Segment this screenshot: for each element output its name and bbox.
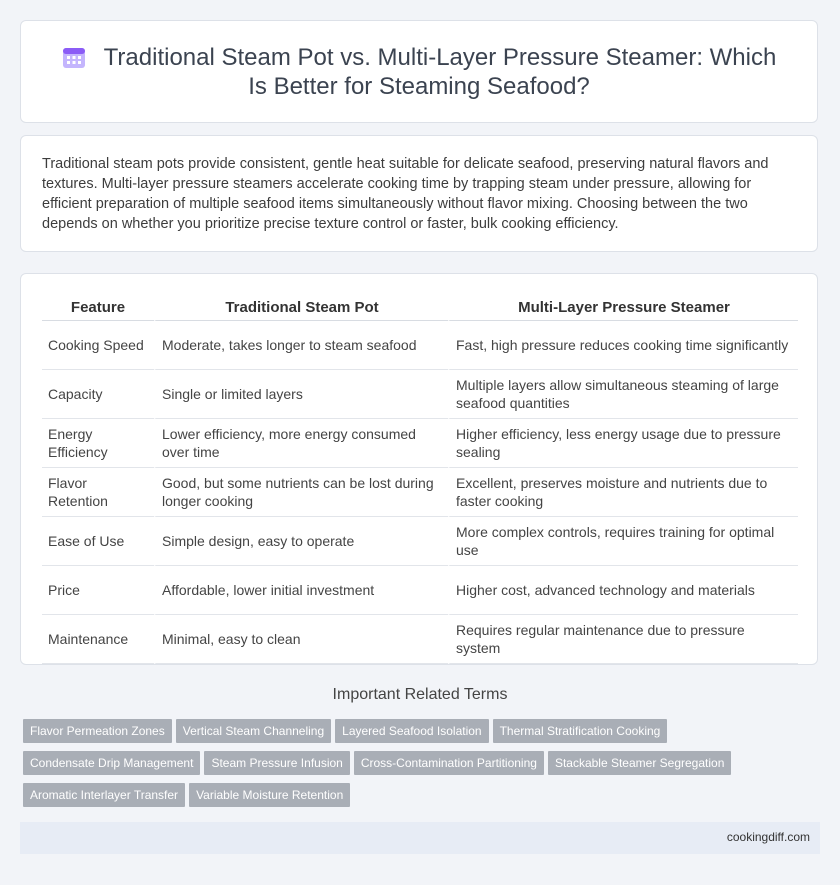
- row-feature: Ease of Use: [42, 517, 154, 566]
- row-traditional: Single or limited layers: [154, 370, 448, 419]
- related-term-tag[interactable]: Cross-Contamination Partitioning: [354, 751, 544, 775]
- page-title: [21, 43, 817, 101]
- table-row: [42, 615, 798, 664]
- related-term-tag[interactable]: Vertical Steam Channeling: [176, 719, 331, 743]
- table-row: [42, 419, 798, 468]
- row-pressure: Excellent, preserves moisture and nutrients due to faster cooking: [448, 468, 798, 517]
- intro-paragraph: Traditional steam pots provide consistent, gentle heat suitable for delicate seafood, preserving natural flavors and textures. Multi-layer pressure steamers accelerate cooking time by trapping steam under pressure, allowing for efficient preparation of multiple seafood items simultaneously without flavor mixing. Choosing between the two depends on whether you prioritize precise texture control or faster, bulk cooking efficiency.: [42, 156, 769, 232]
- table-row: [42, 468, 798, 517]
- related-term-tag[interactable]: Thermal Stratification Cooking: [493, 719, 668, 743]
- header-multi-layer-pressure-steamer: Multi-Layer Pressure Steamer: [448, 294, 798, 321]
- row-traditional: Good, but some nutrients can be lost during longer cooking: [154, 468, 448, 517]
- row-pressure: Fast, high pressure reduces cooking time significantly: [448, 321, 798, 370]
- row-feature: Capacity: [42, 370, 154, 419]
- related-term-tag[interactable]: Flavor Permeation Zones: [23, 719, 172, 743]
- row-traditional: Minimal, easy to clean: [154, 615, 448, 664]
- related-terms-list: [23, 719, 813, 815]
- table-row: [42, 370, 798, 419]
- comparison-card: [20, 273, 818, 665]
- footer-site-link[interactable]: cookingdiff.com: [726, 830, 810, 844]
- related-term-tag[interactable]: Variable Moisture Retention: [189, 783, 350, 807]
- header-feature: Feature: [42, 294, 154, 321]
- row-feature: Price: [42, 566, 154, 615]
- row-feature: Maintenance: [42, 615, 154, 664]
- row-pressure: Requires regular maintenance due to pressure system: [448, 615, 798, 664]
- title-card: [20, 20, 818, 123]
- table-row: [42, 517, 798, 566]
- page-title-text: Traditional Steam Pot vs. Multi-Layer Pressure Steamer: Which Is Better for Steaming Seafood?: [103, 44, 777, 100]
- row-pressure: Higher efficiency, less energy usage due to pressure sealing: [448, 419, 798, 468]
- header-traditional-steam-pot: Traditional Steam Pot: [154, 294, 448, 321]
- row-feature: Cooking Speed: [42, 321, 154, 370]
- row-pressure: Higher cost, advanced technology and materials: [448, 566, 798, 615]
- related-term-tag[interactable]: Stackable Steamer Segregation: [548, 751, 731, 775]
- comparison-table: [42, 294, 798, 664]
- table-row: [42, 321, 798, 370]
- row-pressure: Multiple layers allow simultaneous steaming of large seafood quantities: [448, 370, 798, 419]
- row-feature: Energy Efficiency: [42, 419, 154, 468]
- related-term-tag[interactable]: Layered Seafood Isolation: [335, 719, 488, 743]
- footer: [20, 822, 820, 854]
- row-traditional: Affordable, lower initial investment: [154, 566, 448, 615]
- row-traditional: Lower efficiency, more energy consumed over time: [154, 419, 448, 468]
- table-header-row: [42, 294, 798, 321]
- related-term-tag[interactable]: Condensate Drip Management: [23, 751, 200, 775]
- related-terms-title: Important Related Terms: [332, 686, 508, 703]
- related-term-tag[interactable]: Steam Pressure Infusion: [204, 751, 349, 775]
- calendar-icon: [62, 45, 86, 69]
- row-traditional: Moderate, takes longer to steam seafood: [154, 321, 448, 370]
- row-pressure: More complex controls, requires training for optimal use: [448, 517, 798, 566]
- intro-card: [20, 135, 818, 252]
- table-row: [42, 566, 798, 615]
- row-feature: Flavor Retention: [42, 468, 154, 517]
- row-traditional: Simple design, easy to operate: [154, 517, 448, 566]
- related-term-tag[interactable]: Aromatic Interlayer Transfer: [23, 783, 185, 807]
